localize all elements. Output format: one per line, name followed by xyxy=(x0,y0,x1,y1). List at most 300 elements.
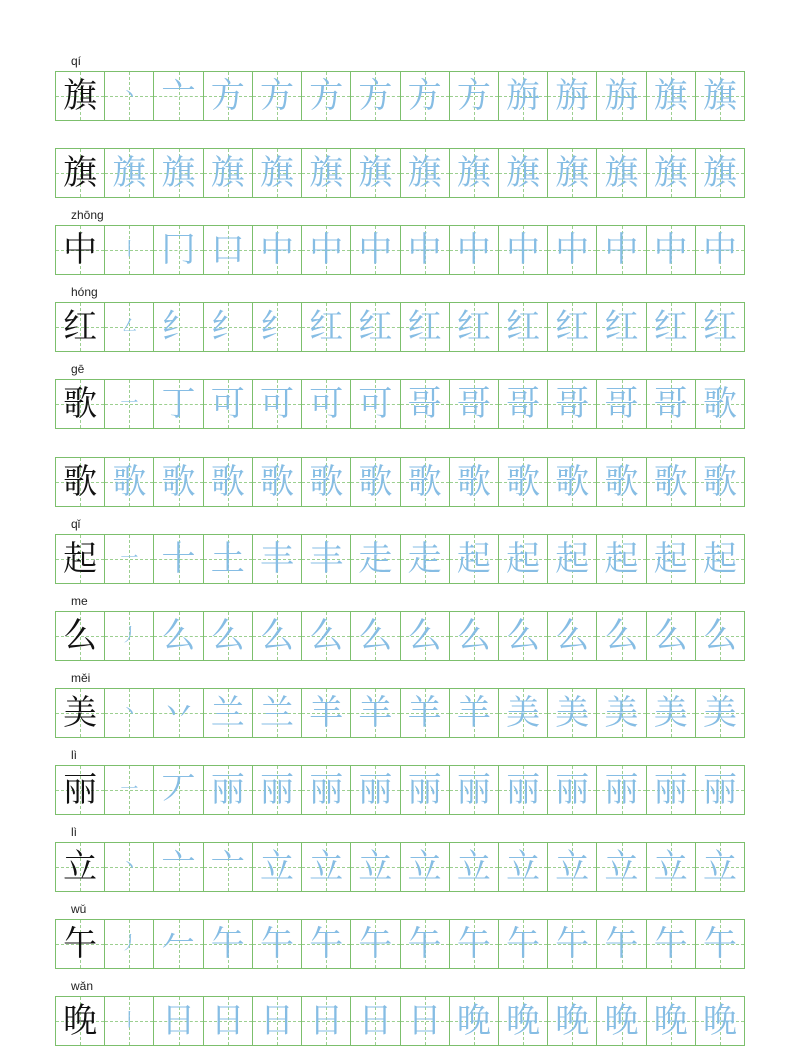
stroke-order-character: 旗 xyxy=(259,153,294,194)
stroke-order-character: 日 xyxy=(259,1001,294,1042)
trace-cell xyxy=(647,149,696,197)
stroke-order-character: 旗 xyxy=(702,76,737,116)
stroke-order-character: 美 xyxy=(555,692,590,733)
trace-cell xyxy=(105,458,154,506)
stroke-order-character: 歌 xyxy=(210,461,245,502)
stroke-order-character: 美 xyxy=(604,692,639,733)
trace-cell xyxy=(204,843,253,891)
stroke-order-character: 丿 xyxy=(120,933,139,955)
trace-cell xyxy=(647,843,696,891)
trace-cell xyxy=(253,226,302,274)
trace-cell xyxy=(105,689,154,737)
stroke-order-character: 么 xyxy=(259,615,294,656)
stroke-order-character: 午 xyxy=(259,924,294,965)
tian-grid xyxy=(55,148,745,198)
model-character: 起 xyxy=(63,538,98,579)
stroke-order-character: 丽 xyxy=(358,769,393,810)
stroke-order-character: 日 xyxy=(309,1001,344,1042)
stroke-order-character: 日 xyxy=(407,1001,442,1042)
trace-cell xyxy=(401,380,450,428)
trace-cell xyxy=(647,689,696,737)
trace-cell xyxy=(302,458,351,506)
trace-cell xyxy=(696,458,744,506)
stroke-order-character: 歌 xyxy=(358,461,393,502)
trace-cell xyxy=(154,535,203,583)
trace-cell xyxy=(499,458,548,506)
stroke-order-character: 十 xyxy=(161,538,196,579)
trace-cell xyxy=(105,920,154,968)
model-character: 旗 xyxy=(63,153,98,194)
trace-cell xyxy=(450,72,499,120)
stroke-order-character: 午 xyxy=(210,924,245,965)
stroke-order-character: 晚 xyxy=(653,1001,688,1042)
trace-cell xyxy=(597,535,646,583)
stroke-order-character: 丽 xyxy=(604,769,639,810)
model-cell xyxy=(56,920,105,968)
stroke-order-character: 一 xyxy=(120,393,139,415)
trace-cell xyxy=(204,303,253,351)
stroke-order-character: 美 xyxy=(653,692,688,733)
trace-cell xyxy=(597,303,646,351)
pinyin-label: hóng xyxy=(71,285,98,300)
stroke-order-character: 丽 xyxy=(506,769,541,810)
trace-cell xyxy=(450,920,499,968)
practice-row xyxy=(55,593,745,661)
stroke-order-character: 旗 xyxy=(653,153,688,194)
trace-cell xyxy=(401,303,450,351)
trace-cell xyxy=(401,458,450,506)
stroke-order-character: 立 xyxy=(259,847,294,887)
stroke-order-character: 午 xyxy=(456,924,491,965)
stroke-order-character: 丽 xyxy=(456,769,491,810)
pinyin-label: qǐ xyxy=(71,516,81,531)
stroke-order-character: 土 xyxy=(210,538,245,579)
stroke-order-character: 午 xyxy=(702,924,737,965)
trace-cell xyxy=(253,72,302,120)
trace-cell xyxy=(401,766,450,814)
tian-grid xyxy=(55,688,745,738)
model-cell xyxy=(56,535,105,583)
stroke-order-character: 立 xyxy=(604,847,639,887)
stroke-order-character: 丶 xyxy=(120,85,139,106)
trace-cell xyxy=(105,612,154,660)
stroke-order-character: 兰 xyxy=(210,692,245,733)
trace-cell xyxy=(253,997,302,1045)
stroke-order-character: 红 xyxy=(407,307,442,348)
trace-cell xyxy=(696,843,744,891)
trace-cell xyxy=(154,226,203,274)
practice-row xyxy=(55,670,745,738)
model-character: 红 xyxy=(63,307,98,348)
stroke-order-character: 方 xyxy=(309,76,344,116)
model-cell xyxy=(56,612,105,660)
practice-row xyxy=(55,54,745,121)
model-character: 午 xyxy=(63,924,98,965)
stroke-order-character: 旃 xyxy=(506,76,541,116)
trace-cell xyxy=(597,612,646,660)
model-cell xyxy=(56,843,105,891)
stroke-order-character: 日 xyxy=(358,1001,393,1042)
stroke-order-character: 旗 xyxy=(112,153,147,194)
trace-cell xyxy=(302,997,351,1045)
stroke-order-character: 中 xyxy=(259,230,294,271)
model-cell xyxy=(56,226,105,274)
stroke-order-character: 哥 xyxy=(506,384,541,425)
trace-cell xyxy=(647,535,696,583)
stroke-order-character: 旗 xyxy=(309,153,344,194)
stroke-order-character: 口 xyxy=(210,230,245,271)
trace-cell xyxy=(548,766,597,814)
trace-cell xyxy=(499,226,548,274)
stroke-order-character: 晚 xyxy=(555,1001,590,1042)
trace-cell xyxy=(696,535,744,583)
model-character: 立 xyxy=(63,847,98,887)
stroke-order-character: 么 xyxy=(407,615,442,656)
trace-cell xyxy=(401,149,450,197)
trace-cell xyxy=(105,303,154,351)
stroke-order-character: 起 xyxy=(506,538,541,579)
stroke-order-character: 红 xyxy=(358,307,393,348)
trace-cell xyxy=(154,72,203,120)
trace-cell xyxy=(302,380,351,428)
trace-cell xyxy=(647,458,696,506)
stroke-order-character: 歌 xyxy=(259,461,294,502)
trace-cell xyxy=(647,612,696,660)
stroke-order-character: 方 xyxy=(407,76,442,116)
trace-cell xyxy=(154,458,203,506)
stroke-order-character: 午 xyxy=(653,924,688,965)
trace-cell xyxy=(154,303,203,351)
trace-cell xyxy=(302,612,351,660)
trace-cell xyxy=(548,920,597,968)
stroke-order-character: 么 xyxy=(506,615,541,656)
stroke-order-character: 哥 xyxy=(407,384,442,425)
pinyin-label: qí xyxy=(71,54,82,68)
practice-row xyxy=(55,148,745,198)
stroke-order-character: 立 xyxy=(653,847,688,887)
trace-cell xyxy=(302,920,351,968)
stroke-order-character: 丽 xyxy=(555,769,590,810)
stroke-order-character: 歌 xyxy=(702,384,737,425)
trace-cell xyxy=(548,380,597,428)
trace-cell xyxy=(351,766,400,814)
stroke-order-character: 歌 xyxy=(555,461,590,502)
model-character: 中 xyxy=(63,230,98,271)
practice-row xyxy=(55,362,745,429)
trace-cell xyxy=(401,689,450,737)
trace-cell xyxy=(351,689,400,737)
model-character: 美 xyxy=(63,692,98,733)
tian-grid xyxy=(55,457,745,507)
stroke-order-character: 旗 xyxy=(555,153,590,194)
trace-cell xyxy=(105,226,154,274)
trace-cell xyxy=(204,380,253,428)
stroke-order-character: 歌 xyxy=(161,461,196,502)
trace-cell xyxy=(154,920,203,968)
trace-cell xyxy=(696,72,744,120)
stroke-order-character: 哥 xyxy=(653,384,688,425)
trace-cell xyxy=(253,843,302,891)
trace-cell xyxy=(597,458,646,506)
tian-grid xyxy=(55,534,745,584)
trace-cell xyxy=(351,380,400,428)
trace-cell xyxy=(548,997,597,1045)
stroke-order-character: 羊 xyxy=(309,692,344,733)
trace-cell xyxy=(105,72,154,120)
stroke-order-character: 亠 xyxy=(161,76,196,116)
stroke-order-character: 方 xyxy=(358,76,393,116)
stroke-order-character: 方 xyxy=(210,76,245,116)
stroke-order-character: 方 xyxy=(456,76,491,116)
model-cell xyxy=(56,380,105,428)
trace-cell xyxy=(401,843,450,891)
model-character: 晚 xyxy=(63,1001,98,1042)
trace-cell xyxy=(401,920,450,968)
stroke-order-character: 旗 xyxy=(407,153,442,194)
stroke-order-character: 红 xyxy=(309,307,344,348)
stroke-order-character: 红 xyxy=(702,307,737,348)
stroke-order-character: 午 xyxy=(358,924,393,965)
stroke-order-character: 羊 xyxy=(407,692,442,733)
stroke-order-character: 立 xyxy=(702,847,737,887)
trace-cell xyxy=(351,843,400,891)
pinyin-label: zhōng xyxy=(71,208,104,223)
stroke-order-character: 羊 xyxy=(456,692,491,733)
model-cell xyxy=(56,149,105,197)
trace-cell xyxy=(450,843,499,891)
stroke-order-character: 立 xyxy=(358,847,393,887)
model-character: 歌 xyxy=(63,461,98,502)
trace-cell xyxy=(302,535,351,583)
trace-cell xyxy=(450,226,499,274)
trace-cell xyxy=(204,997,253,1045)
stroke-order-character: 丨 xyxy=(120,1010,139,1032)
trace-cell xyxy=(253,920,302,968)
tian-grid xyxy=(55,765,745,815)
trace-cell xyxy=(696,149,744,197)
trace-cell xyxy=(597,72,646,120)
pinyin-label: lì xyxy=(71,747,77,762)
trace-cell xyxy=(105,997,154,1045)
tian-grid xyxy=(55,225,745,275)
stroke-order-character: 日 xyxy=(161,1001,196,1042)
trace-cell xyxy=(499,766,548,814)
stroke-order-character: 旗 xyxy=(358,153,393,194)
trace-cell xyxy=(647,226,696,274)
trace-cell xyxy=(253,380,302,428)
stroke-order-character: 可 xyxy=(259,384,294,425)
trace-cell xyxy=(597,149,646,197)
trace-cell xyxy=(154,997,203,1045)
trace-cell xyxy=(351,997,400,1045)
stroke-order-character: 可 xyxy=(358,384,393,425)
trace-cell xyxy=(253,535,302,583)
stroke-order-character: 么 xyxy=(456,615,491,656)
model-cell xyxy=(56,303,105,351)
trace-cell xyxy=(351,149,400,197)
trace-cell xyxy=(499,920,548,968)
trace-cell xyxy=(401,535,450,583)
trace-cell xyxy=(597,380,646,428)
trace-cell xyxy=(499,689,548,737)
practice-row xyxy=(55,285,745,352)
tian-grid xyxy=(55,611,745,661)
trace-cell xyxy=(450,612,499,660)
stroke-order-character: ㇜ xyxy=(120,316,139,338)
trace-cell xyxy=(351,920,400,968)
trace-cell xyxy=(450,997,499,1045)
model-cell xyxy=(56,997,105,1045)
trace-cell xyxy=(696,997,744,1045)
stroke-order-character: 日 xyxy=(210,1001,245,1042)
stroke-order-character: 中 xyxy=(653,230,688,271)
stroke-order-character: 旗 xyxy=(456,153,491,194)
stroke-order-character: 美 xyxy=(506,692,541,733)
trace-cell xyxy=(105,380,154,428)
trace-cell xyxy=(696,920,744,968)
stroke-order-character: 丶 xyxy=(120,856,139,877)
stroke-order-character: 么 xyxy=(555,615,590,656)
trace-cell xyxy=(302,843,351,891)
trace-cell xyxy=(253,689,302,737)
pinyin-label: wǔ xyxy=(71,902,87,917)
stroke-order-character: 午 xyxy=(555,924,590,965)
trace-cell xyxy=(204,149,253,197)
stroke-order-character: 起 xyxy=(653,538,688,579)
trace-cell xyxy=(253,458,302,506)
stroke-order-character: 歌 xyxy=(506,461,541,502)
trace-cell xyxy=(696,380,744,428)
stroke-order-character: 中 xyxy=(604,230,639,271)
stroke-order-character: 中 xyxy=(407,230,442,271)
trace-cell xyxy=(499,72,548,120)
trace-cell xyxy=(597,766,646,814)
trace-cell xyxy=(597,843,646,891)
trace-cell xyxy=(302,72,351,120)
tian-grid xyxy=(55,919,745,969)
trace-cell xyxy=(302,303,351,351)
stroke-order-character: 歌 xyxy=(309,461,344,502)
model-cell xyxy=(56,458,105,506)
trace-cell xyxy=(450,380,499,428)
stroke-order-character: 丽 xyxy=(210,769,245,810)
trace-cell xyxy=(499,535,548,583)
trace-cell xyxy=(597,997,646,1045)
trace-cell xyxy=(450,458,499,506)
stroke-order-character: 么 xyxy=(702,615,737,656)
stroke-order-character: 么 xyxy=(161,615,196,656)
trace-cell xyxy=(696,303,744,351)
stroke-order-character: 羊 xyxy=(358,692,393,733)
stroke-order-character: 走 xyxy=(358,538,393,579)
trace-cell xyxy=(548,72,597,120)
model-cell xyxy=(56,766,105,814)
practice-row xyxy=(55,902,745,969)
stroke-order-character: 丁 xyxy=(161,384,196,425)
stroke-order-character: 歌 xyxy=(653,461,688,502)
trace-cell xyxy=(548,149,597,197)
trace-cell xyxy=(647,920,696,968)
stroke-order-character: 歌 xyxy=(112,461,147,502)
model-character: 丽 xyxy=(63,769,98,810)
trace-cell xyxy=(401,72,450,120)
stroke-order-character: 中 xyxy=(309,230,344,271)
stroke-order-character: 中 xyxy=(702,230,737,271)
trace-cell xyxy=(204,226,253,274)
stroke-order-character: 歌 xyxy=(407,461,442,502)
stroke-order-character: 中 xyxy=(506,230,541,271)
trace-cell xyxy=(450,149,499,197)
model-character: 旗 xyxy=(63,76,98,116)
trace-cell xyxy=(351,226,400,274)
trace-cell xyxy=(548,303,597,351)
model-character: 么 xyxy=(63,615,98,656)
stroke-order-character: 晚 xyxy=(456,1001,491,1042)
trace-cell xyxy=(548,226,597,274)
stroke-order-character: 丽 xyxy=(407,769,442,810)
trace-cell xyxy=(204,458,253,506)
stroke-order-character: 立 xyxy=(555,847,590,887)
stroke-order-character: 一 xyxy=(120,778,139,800)
tian-grid xyxy=(55,379,745,429)
trace-cell xyxy=(204,689,253,737)
stroke-order-character: 美 xyxy=(702,692,737,733)
trace-cell xyxy=(597,689,646,737)
trace-cell xyxy=(302,766,351,814)
stroke-order-character: 纟 xyxy=(210,307,245,348)
practice-row xyxy=(55,979,745,1046)
trace-cell xyxy=(154,689,203,737)
trace-cell xyxy=(154,612,203,660)
trace-cell xyxy=(351,458,400,506)
trace-cell xyxy=(548,612,597,660)
tian-grid xyxy=(55,996,745,1046)
trace-cell xyxy=(253,766,302,814)
trace-cell xyxy=(450,303,499,351)
stroke-order-character: 丰 xyxy=(309,538,344,579)
model-character: 歌 xyxy=(63,384,98,425)
stroke-order-character: 丰 xyxy=(259,538,294,579)
stroke-order-character: 兰 xyxy=(259,692,294,733)
stroke-order-character: 红 xyxy=(456,307,491,348)
stroke-order-character: 旗 xyxy=(210,153,245,194)
trace-cell xyxy=(499,843,548,891)
stroke-order-character: 中 xyxy=(555,230,590,271)
stroke-order-character: 丷 xyxy=(161,692,196,733)
stroke-order-character: 起 xyxy=(604,538,639,579)
stroke-order-character: 丆 xyxy=(161,769,196,810)
stroke-order-character: 起 xyxy=(702,538,737,579)
stroke-order-character: 午 xyxy=(309,924,344,965)
stroke-order-character: 走 xyxy=(407,538,442,579)
stroke-order-character: 旗 xyxy=(161,153,196,194)
trace-cell xyxy=(401,997,450,1045)
trace-cell xyxy=(154,843,203,891)
trace-cell xyxy=(253,149,302,197)
trace-cell xyxy=(499,303,548,351)
stroke-order-character: 亠 xyxy=(210,847,245,887)
stroke-order-character: 丨 xyxy=(120,239,139,261)
trace-cell xyxy=(351,303,400,351)
trace-cell xyxy=(499,997,548,1045)
stroke-order-character: 午 xyxy=(407,924,442,965)
stroke-order-character: 旗 xyxy=(506,153,541,194)
stroke-order-character: 纟 xyxy=(259,307,294,348)
stroke-order-character: 午 xyxy=(604,924,639,965)
tian-grid xyxy=(55,71,745,121)
stroke-order-character: 立 xyxy=(506,847,541,887)
trace-cell xyxy=(499,612,548,660)
